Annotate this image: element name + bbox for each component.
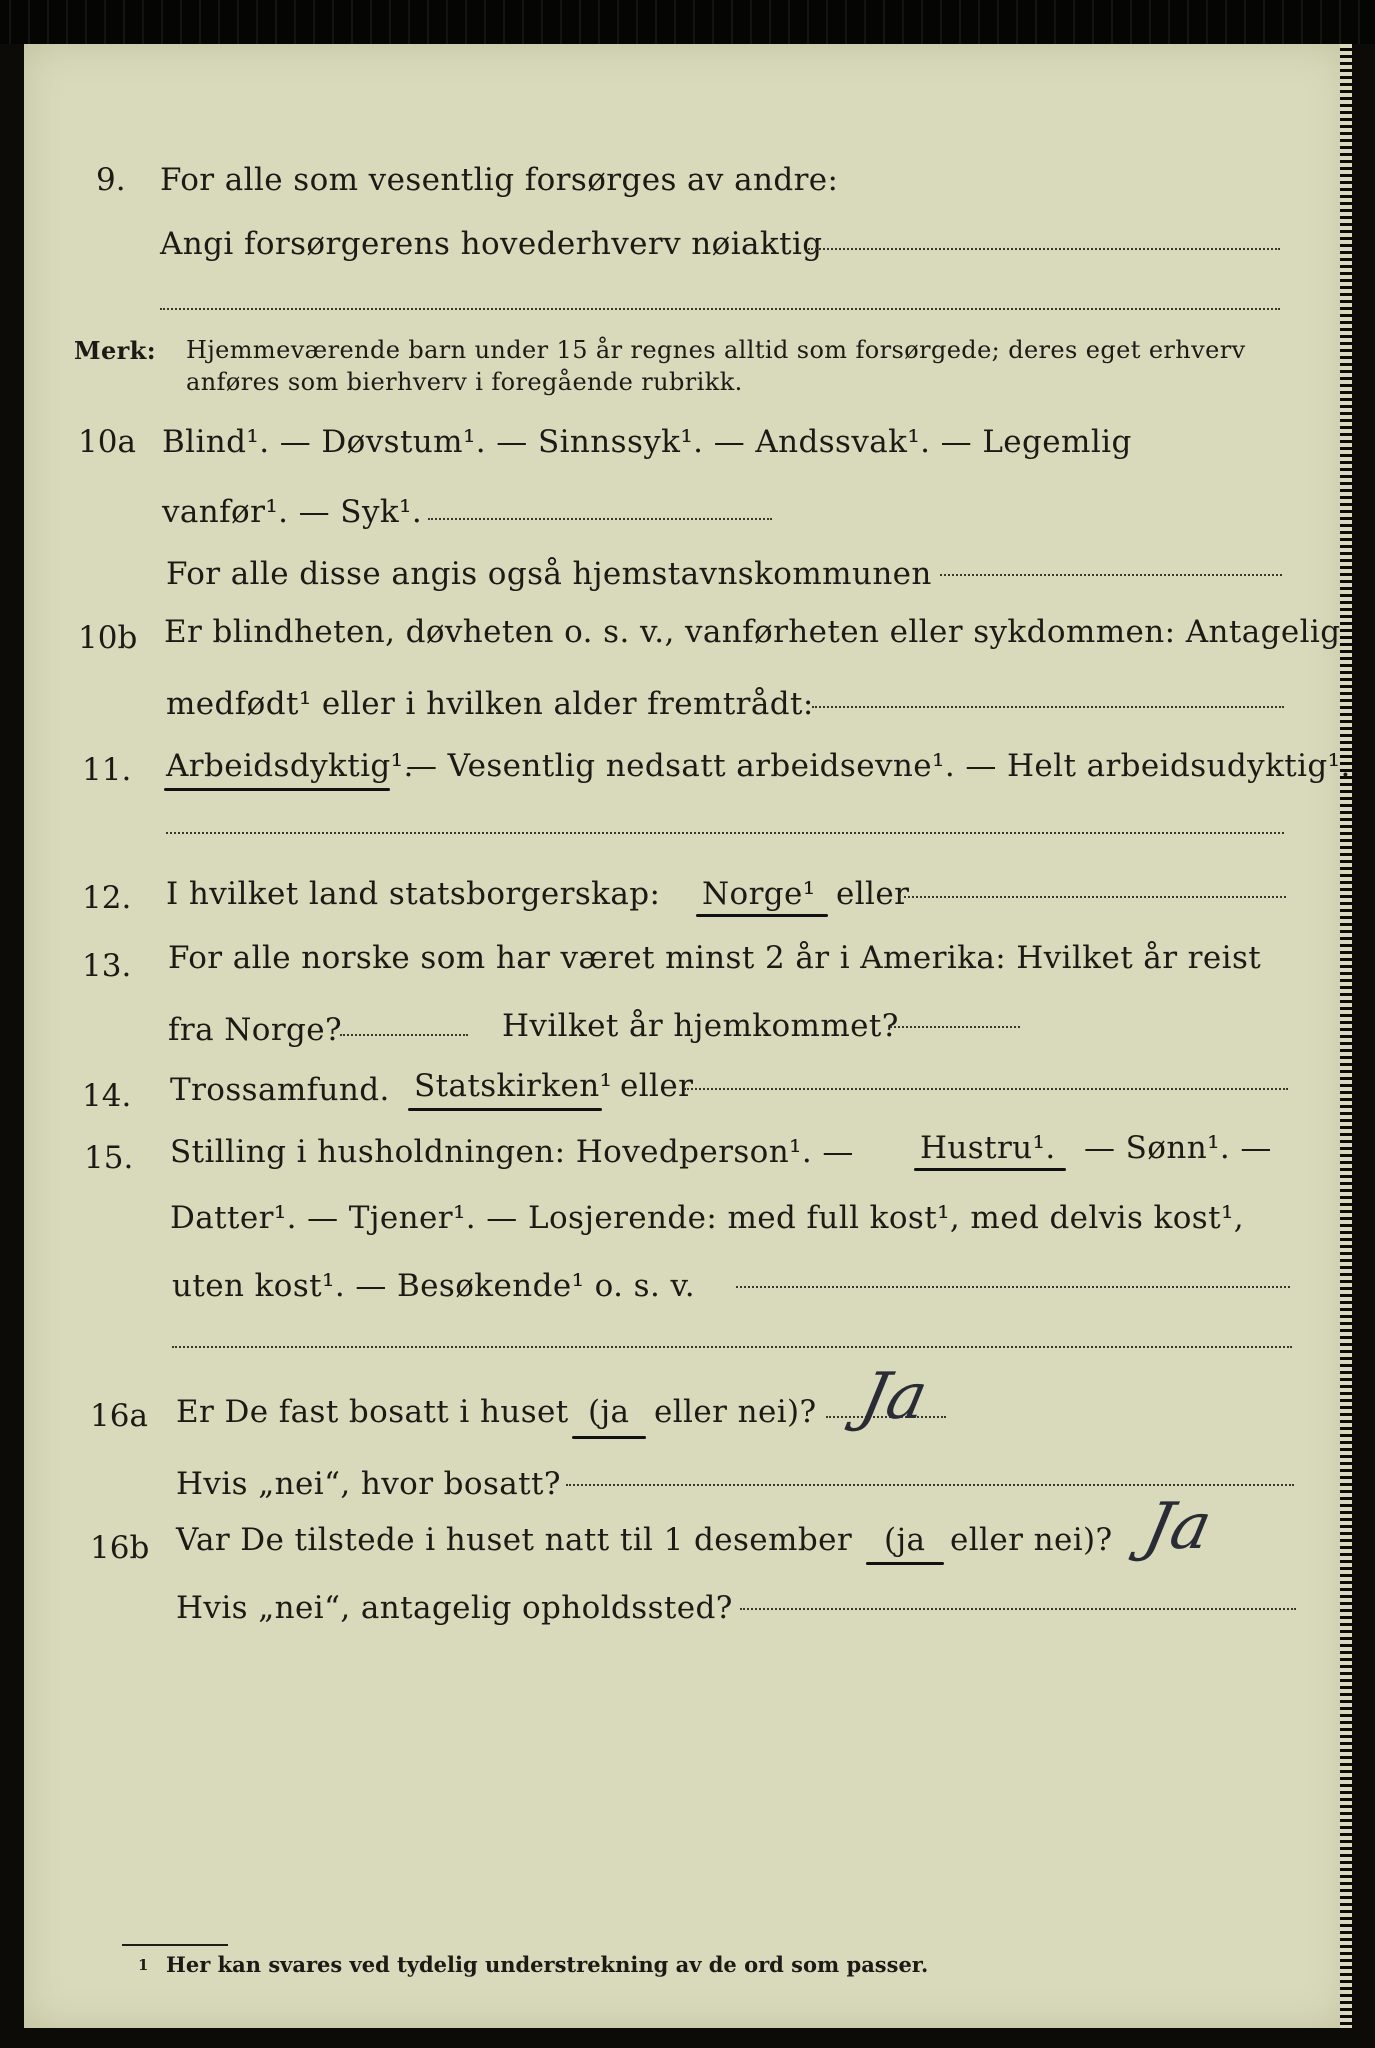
q15-line1a: Stilling i husholdningen: Hovedperson¹. —: [170, 1134, 854, 1170]
q12-option-norge: Norge¹: [702, 876, 816, 912]
q14-post: eller: [620, 1068, 694, 1104]
q16a-line1a: Er De fast bosatt i huset: [176, 1394, 569, 1430]
q15-answer-line: [736, 1286, 1290, 1288]
q12-pre: I hvilket land statsborgerskap:: [166, 876, 661, 912]
q13-line2b: Hvilket år hjemkommet?: [502, 1008, 899, 1044]
q10a-line2: vanfør¹. — Syk¹.: [162, 494, 423, 530]
q15-underline: [914, 1168, 1066, 1171]
q11-number: 11.: [82, 752, 132, 788]
q16b-number: 16b: [90, 1530, 150, 1566]
q15-line1b: — Sønn¹. —: [1084, 1130, 1272, 1166]
q16a-handwritten-answer: Ja: [854, 1360, 934, 1434]
q10a-line3: For alle disse angis også hjemstavnskommunen: [166, 556, 932, 592]
q16a-line1b: eller nei)?: [654, 1394, 817, 1430]
q14-answer-line: [684, 1088, 1288, 1090]
q10b-answer-line: [812, 706, 1284, 708]
q12-number: 12.: [82, 880, 132, 916]
q15-line3: uten kost¹. — Besøkende¹ o. s. v.: [172, 1268, 695, 1304]
note-line2: anføres som bierhverv i foregående rubrikk.: [186, 368, 743, 396]
q11-option-arbeidsdyktig: Arbeidsdyktig¹.: [166, 748, 414, 784]
q9-line2: Angi forsørgerens hovederhverv nøiaktig: [160, 226, 823, 262]
q12-answer-line: [904, 896, 1286, 898]
q11-underline: [164, 788, 390, 791]
q13-line1: For alle norske som har været minst 2 år i Amerika: Hvilket år reist: [168, 940, 1262, 976]
q9-number: 9.: [96, 162, 126, 198]
q15-answer-line-2: [172, 1346, 1292, 1348]
q10b-line1: Er blindheten, døvheten o. s. v., vanførheten eller sykdommen: Antagelig: [164, 614, 1341, 650]
q15-line2: Datter¹. — Tjener¹. — Losjerende: med full kost¹, med delvis kost¹,: [170, 1200, 1245, 1236]
q16b-line2: Hvis „nei“, antagelig opholdssted?: [176, 1590, 733, 1626]
q12-underline: [696, 914, 828, 917]
q10b-number: 10b: [78, 620, 138, 656]
footnote-mark: 1: [138, 1956, 149, 1974]
q16b-line1a: Var De tilstede i huset natt til 1 desember: [176, 1522, 853, 1558]
q16b-line1b: eller nei)?: [950, 1522, 1113, 1558]
q9-answer-line: [808, 248, 1280, 250]
q10b-line2: medfødt¹ eller i hvilken alder fremtrådt:: [166, 686, 814, 722]
q16b-handwritten-answer: Ja: [1138, 1490, 1218, 1564]
q13-line2a: fra Norge?: [168, 1012, 343, 1048]
q16b-option-ja: (ja: [884, 1522, 926, 1558]
q10a-answer-line: [428, 518, 772, 520]
q11-answer-line: [166, 832, 1284, 834]
q16b-underline: [866, 1562, 944, 1565]
note-line1: Hjemmeværende barn under 15 år regnes alltid som forsørgede; deres eget erhverv: [186, 336, 1246, 364]
q10a-number: 10a: [78, 424, 136, 460]
q14-underline: [408, 1108, 602, 1111]
q14-option-statskirken: Statskirken¹: [414, 1068, 613, 1104]
footnote-text: Her kan svares ved tydelig understrekning av de ord som passer.: [166, 1952, 929, 1977]
q9-answer-line-2: [160, 308, 1280, 310]
q13-left-line: [340, 1034, 468, 1036]
q12-post: eller: [836, 876, 910, 912]
q14-pre: Trossamfund.: [170, 1072, 390, 1108]
q11-rest: — Vesentlig nedsatt arbeidsevne¹. — Helt arbeidsudyktig¹.: [406, 748, 1351, 784]
q13-right-line: [890, 1026, 1020, 1028]
q9-line1: For alle som vesentlig forsørges av andre:: [160, 162, 839, 198]
q15-number: 15.: [84, 1140, 134, 1176]
q16a-bosatt-line: [566, 1484, 1294, 1486]
note-label: Merk:: [74, 336, 156, 365]
q10a-line1: Blind¹. — Døvstum¹. — Sinnssyk¹. — Andssvak¹. — Legemlig: [162, 424, 1132, 460]
perforated-edge: [1340, 44, 1352, 2028]
q16a-number: 16a: [90, 1398, 148, 1434]
q16a-line2: Hvis „nei“, hvor bosatt?: [176, 1466, 561, 1502]
scan-top-edge: [0, 0, 1375, 44]
q16a-option-ja: (ja: [588, 1394, 630, 1430]
q16a-underline: [572, 1436, 646, 1439]
footnote-rule: [122, 1944, 228, 1946]
q13-number: 13.: [82, 948, 132, 984]
q10a-home-line: [940, 574, 1282, 576]
q16b-opphold-line: [740, 1608, 1296, 1610]
q15-option-hustru: Hustru¹.: [920, 1130, 1056, 1166]
q14-number: 14.: [82, 1078, 132, 1114]
